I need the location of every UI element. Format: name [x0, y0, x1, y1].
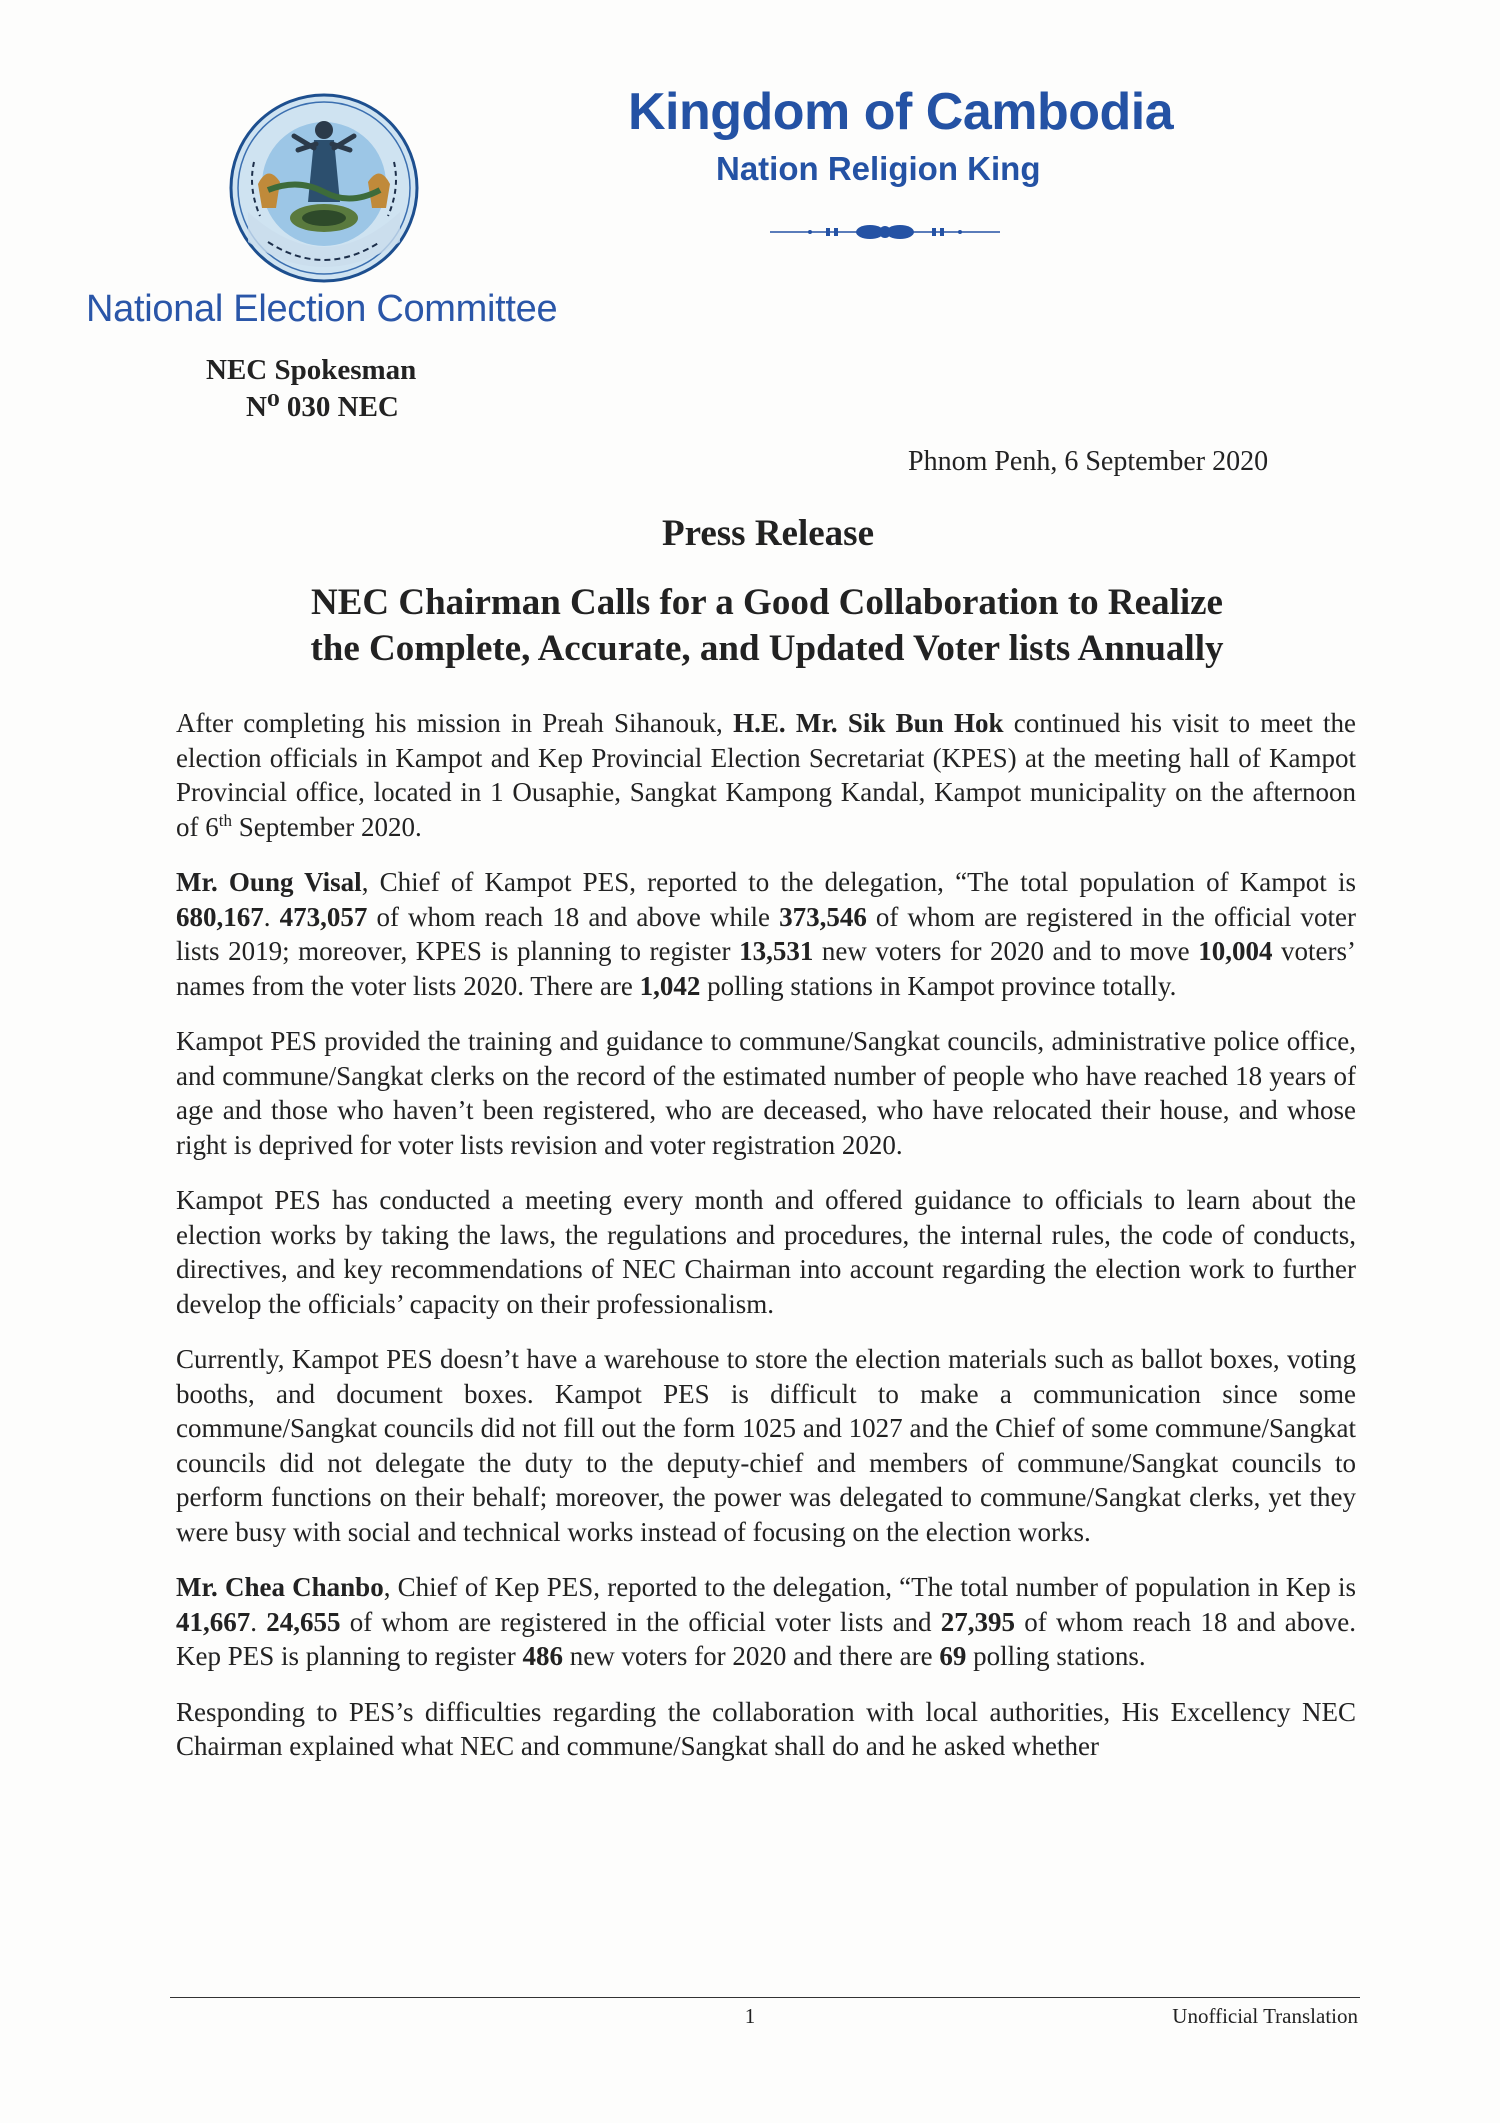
- paragraph-3: Kampot PES provided the training and guidance to commune/Sangkat councils, administrative police office, and commune/Sangkat clerks on the record of the estimated number of people who have reached 18 years of age and those who haven’t been registered, who are deceased, who have relocated their house, and whose right is deprived for voter lists revision and voter registration 2020.: [176, 1026, 1356, 1160]
- page-number: 1: [744, 2004, 756, 2028]
- paragraph-4: Kampot PES has conducted a meeting every month and offered guidance to officials to learn about the election works by taking the laws, the regulations and procedures, the internal rules, the code of conducts, directives, and key recommendations of NEC Chairman into account regarding the election work to further develop the officials’ capacity on their professionalism.: [176, 1185, 1356, 1319]
- paragraph-1: After completing his mission in Preah Sihanouk, H.E. Mr. Sik Bun Hok continued his visit to meet the election officials in Kampot and Kep Provincial Election Secretariat (KPES) at the meeting hall of Kampot Provincial office, located in 1 Ousaphie, Sangkat Kampong Kandal, Kampot municipality on the afternoon of 6th September 2020.: [176, 708, 1357, 842]
- headline: [200, 580, 1334, 672]
- committee-name: National Election Committee: [86, 288, 558, 330]
- doc-type: Press Release: [662, 513, 874, 554]
- person-name: Mr. Chea Chanbo: [176, 1572, 384, 1602]
- ornament-divider-icon: [770, 222, 1000, 242]
- office-title: NEC Spokesman: [206, 354, 417, 386]
- paragraph-5: Currently, Kampot PES doesn’t have a warehouse to store the election materials such as ballot boxes, voting booths, and document boxes. Kampot PES is difficult to make a communication since some commune/Sangkat councils did not fill out the form 1025 and 1027 and the Chief of some commune/Sangkat councils did not delegate the duty to the deputy-chief and members of commune/Sangkat councils to perform functions on their behalf; moreover, the power was delegated to commune/Sangkat clerks, yet they were busy with social and technical works instead of focusing on the election works.: [176, 1344, 1356, 1547]
- date-line: Phnom Penh, 6 September 2020: [908, 446, 1269, 477]
- nec-seal-icon: [228, 92, 420, 284]
- national-motto: Nation Religion King: [716, 150, 1041, 187]
- paragraph-6: Mr. Chea Chanbo, Chief of Kep PES, reported to the delegation, “The total number of population in Kep is 41,667. 24,655 of whom are registered in the official voter lists and 27,395 of whom reach 18 and above. Kep PES is planning to register 486 new voters for 2020 and there are 69 polling stations.: [176, 1572, 1357, 1671]
- body-text: [176, 706, 1356, 1785]
- office-block: [206, 352, 466, 426]
- footer-divider: [170, 1997, 1360, 1998]
- headline-line-1: NEC Chairman Calls for a Good Collaboration to Realize: [311, 582, 1223, 623]
- country-title: Kingdom of Cambodia: [628, 83, 1174, 141]
- document-number: N⁰ 030 NEC: [246, 391, 399, 423]
- person-name: H.E. Mr. Sik Bun Hok: [733, 708, 1004, 738]
- paragraph-2: Mr. Oung Visal, Chief of Kampot PES, reported to the delegation, “The total population of Kampot is 680,167. 473,057 of whom reach 18 and above while 373,546 of whom are registered in the official voter lists 2019; moreover, KPES is planning to register 13,531 new voters for 2020 and to move 10,004 voters’ names from the voter lists 2020. There are 1,042 polling stations in Kampot province totally.: [176, 867, 1357, 1001]
- paragraph-7: Responding to PES’s difficulties regarding the collaboration with local authorities, His Excellency NEC Chairman explained what NEC and commune/Sangkat shall do and he asked whether: [176, 1696, 1356, 1761]
- headline-line-2: the Complete, Accurate, and Updated Voter lists Annually: [310, 628, 1224, 669]
- person-name: Mr. Oung Visal: [176, 867, 362, 897]
- translation-note: Unofficial Translation: [1172, 2004, 1358, 2028]
